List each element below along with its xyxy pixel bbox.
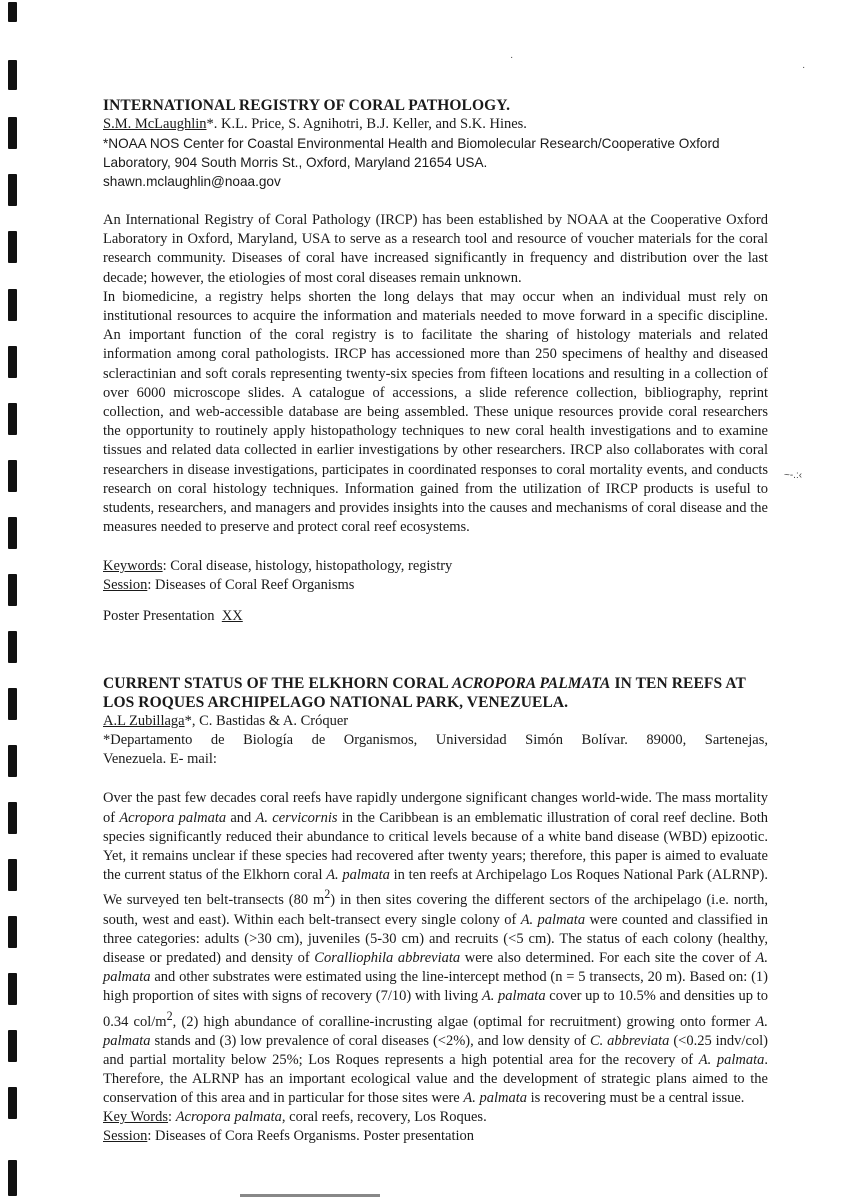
- scan-speck: ·: [510, 52, 514, 63]
- scan-speck: ·: [802, 62, 806, 73]
- session-label: Session: [103, 1128, 148, 1145]
- session-text: : Diseases of Coral Reef Organisms: [147, 577, 355, 594]
- binding-mark: [8, 574, 17, 606]
- affiliation-line: *NOAA NOS Center for Coastal Environmental Health and Biomolecular Research/Cooperative Oxford: [103, 136, 720, 151]
- poster-label: Poster Presentation: [103, 608, 215, 625]
- binding-mark: [8, 1160, 17, 1196]
- keywords-text: , coral reefs, recovery, Los Roques.: [281, 1109, 487, 1126]
- presenting-author: S.M. McLaughlin: [103, 116, 207, 132]
- poster-line: [103, 607, 768, 626]
- abstract-paragraph: In biomedicine, a registry helps shorten the long delays that may occur when an individual must rely on institutional resources to acquire the information and materials needed to move forward in a specific discipline. An important function of the coral registry is to facilitate the sharing of histology materials and related information among coral pathologists. IRCP has accessioned more than 250 specimens of healthy and diseased scleractinian and soft corals representing twenty-six species from fifteen locations and resulting in a collection of over 6000 microscope slides. A catalogue of accessions, a slide reference collection, bibliography, reprint collection, and web-accessible database are being assembled. These unique resources provide coral researchers the opportunity to routinely apply histopathology techniques to new coral health investigations and to examine tissues and related data collected in earlier investigations by other researchers. IRCP also collaborates with coral researchers in disease investigations, participates in coordinated responses to coral mortality events, and conducts research on coral histology techniques. Information gained from the utilization of IRCP products is useful to students, researchers, and managers and provides insights into the causes and mechanisms of coral disease and the measures needed to preserve and protect coral reef ecosystems.: [103, 288, 768, 536]
- abstract-ircp: [103, 96, 768, 626]
- binding-mark: [8, 688, 17, 720]
- poster-number: XX: [221, 608, 243, 625]
- binding-mark: [8, 403, 17, 435]
- binding-mark: [8, 2, 17, 22]
- title-text: CURRENT STATUS OF THE ELKHORN CORAL: [103, 675, 452, 693]
- author-line: [103, 712, 768, 731]
- article-title: [103, 674, 768, 712]
- contact-email: shawn.mclaughlin@noaa.gov: [103, 174, 281, 189]
- keywords-label: Keywords: [103, 558, 163, 575]
- binding-mark: [8, 231, 17, 263]
- binding-mark: [8, 745, 17, 777]
- binding-mark: [8, 460, 17, 492]
- keywords-text: : Coral disease, histology, histopathology, registry: [162, 558, 453, 575]
- binding-mark: [8, 1087, 17, 1119]
- abstract-paragraph: An International Registry of Coral Pathology (IRCP) has been established by NOAA at the Cooperative Oxford Laboratory in Oxford, Maryland, USA to serve as a research tool and resource of voucher materials for the coral research community. Diseases of coral have increased significantly in frequency and distribution over the last decade; however, the etiologies of most coral diseases remain unknown.: [103, 212, 768, 286]
- coauthors: *. K.L. Price, S. Agnihotri, B.J. Keller, and S.K. Hines.: [206, 116, 527, 132]
- binding-mark: [8, 859, 17, 891]
- title-species: ACROPORA PALMATA: [451, 675, 611, 693]
- binding-mark: [8, 1030, 17, 1062]
- document-page: [103, 96, 768, 1146]
- binding-marks: [8, 0, 18, 1200]
- footer-scan-mark: [240, 1194, 380, 1197]
- coauthors: *, C. Bastidas & A. Cróquer: [184, 713, 349, 730]
- binding-mark: [8, 289, 17, 321]
- binding-mark: [8, 117, 17, 149]
- scan-speck: ~-.:‹: [784, 470, 803, 481]
- affiliation-line: Laboratory, 904 South Morris St., Oxford, Maryland 21654 USA.: [103, 155, 488, 170]
- keywords-species: Acropora palmata: [175, 1109, 282, 1126]
- keywords-line: Key Words: Acropora palmata, coral reefs, recovery, Los Roques.: [103, 1109, 487, 1126]
- abstract-elkhorn-coral: [103, 674, 768, 1146]
- session-text: : Diseases of Cora Reefs Organisms. Poster presentation: [147, 1128, 475, 1145]
- binding-mark: [8, 346, 17, 378]
- binding-mark: [8, 174, 17, 206]
- binding-mark: [8, 916, 17, 948]
- keywords-label: Key Words: [103, 1109, 169, 1126]
- presenting-author: A.L Zubillaga: [103, 713, 185, 730]
- affiliation-line: Venezuela. E- mail:: [103, 751, 217, 768]
- binding-mark: [8, 631, 17, 663]
- binding-mark: [8, 973, 17, 1005]
- keywords-line: [103, 557, 768, 576]
- session-line: [103, 576, 768, 595]
- title-text: IN TEN REEFS AT LOS ROQUES ARCHIPELAGO NATIONAL PARK, VENEZUELA.: [103, 675, 746, 712]
- author-line: [103, 115, 768, 134]
- affiliation-line: *Departamento de Biología de Organismos, Universidad Simón Bolívar. 89000, Sartenejas,: [103, 732, 768, 749]
- session-label: Session: [103, 577, 148, 594]
- session-line: [103, 1127, 768, 1146]
- article-title: INTERNATIONAL REGISTRY OF CORAL PATHOLOGY.: [103, 97, 511, 114]
- binding-mark: [8, 802, 17, 834]
- binding-mark: [8, 517, 17, 549]
- abstract-paragraph: Over the past few decades coral reefs have rapidly undergone significant changes world-wide. The mass mortality of Acropora palmata and A. cervicornis in the Caribbean is an emblematic illustration of coral reef decline. Both species significantly reduced their abundance to critical levels because of a white band disease (WBD) epizootic. Yet, it remains unclear if these species had recovered after twenty years; therefore, this paper is aimed to evaluate the current status of the Elkhorn coral A. palmata in ten reefs at Archipelago Los Roques National Park (ALRNP). We surveyed ten belt-transects (80 $m^2$) in then sites covering the different sectors of the archipelago (i.e. north, south, west and east). Within each belt-transect every single colony of A. palmata were counted and classified in three categories: adults (>30 cm), juveniles (5-30 cm) and recruits (<5 cm). The status of each colony (healthy, disease or predated) and density of Coralliophila abbreviata were also determined. For each site the cover of A. palmata and other substrates were estimated using the line-intercept method (n = 5 transects, 20 m). Based on: (1) high proportion of sites with signs of recovery (7/10) with living A. palmata cover up to 10.5% and densities up to 0.34 col/$m^2$, (2) high abundance of coralline-incrusting algae (optimal for recruitment) growing onto former A. palmata stands and (3) low prevalence of coral diseases (<2%), and low density of C. abbreviata (<0.25 indv/col) and partial mortality below 25%; Los Roques represents a high potential area for the recovery of A. palmata. Therefore, the ALRNP has an important ecological value and the development of strategic plans aimed to the conservation of this area and in particular for those sites were A. palmata is recovering must be a central issue.: [103, 790, 768, 1107]
- binding-mark: [8, 60, 17, 90]
